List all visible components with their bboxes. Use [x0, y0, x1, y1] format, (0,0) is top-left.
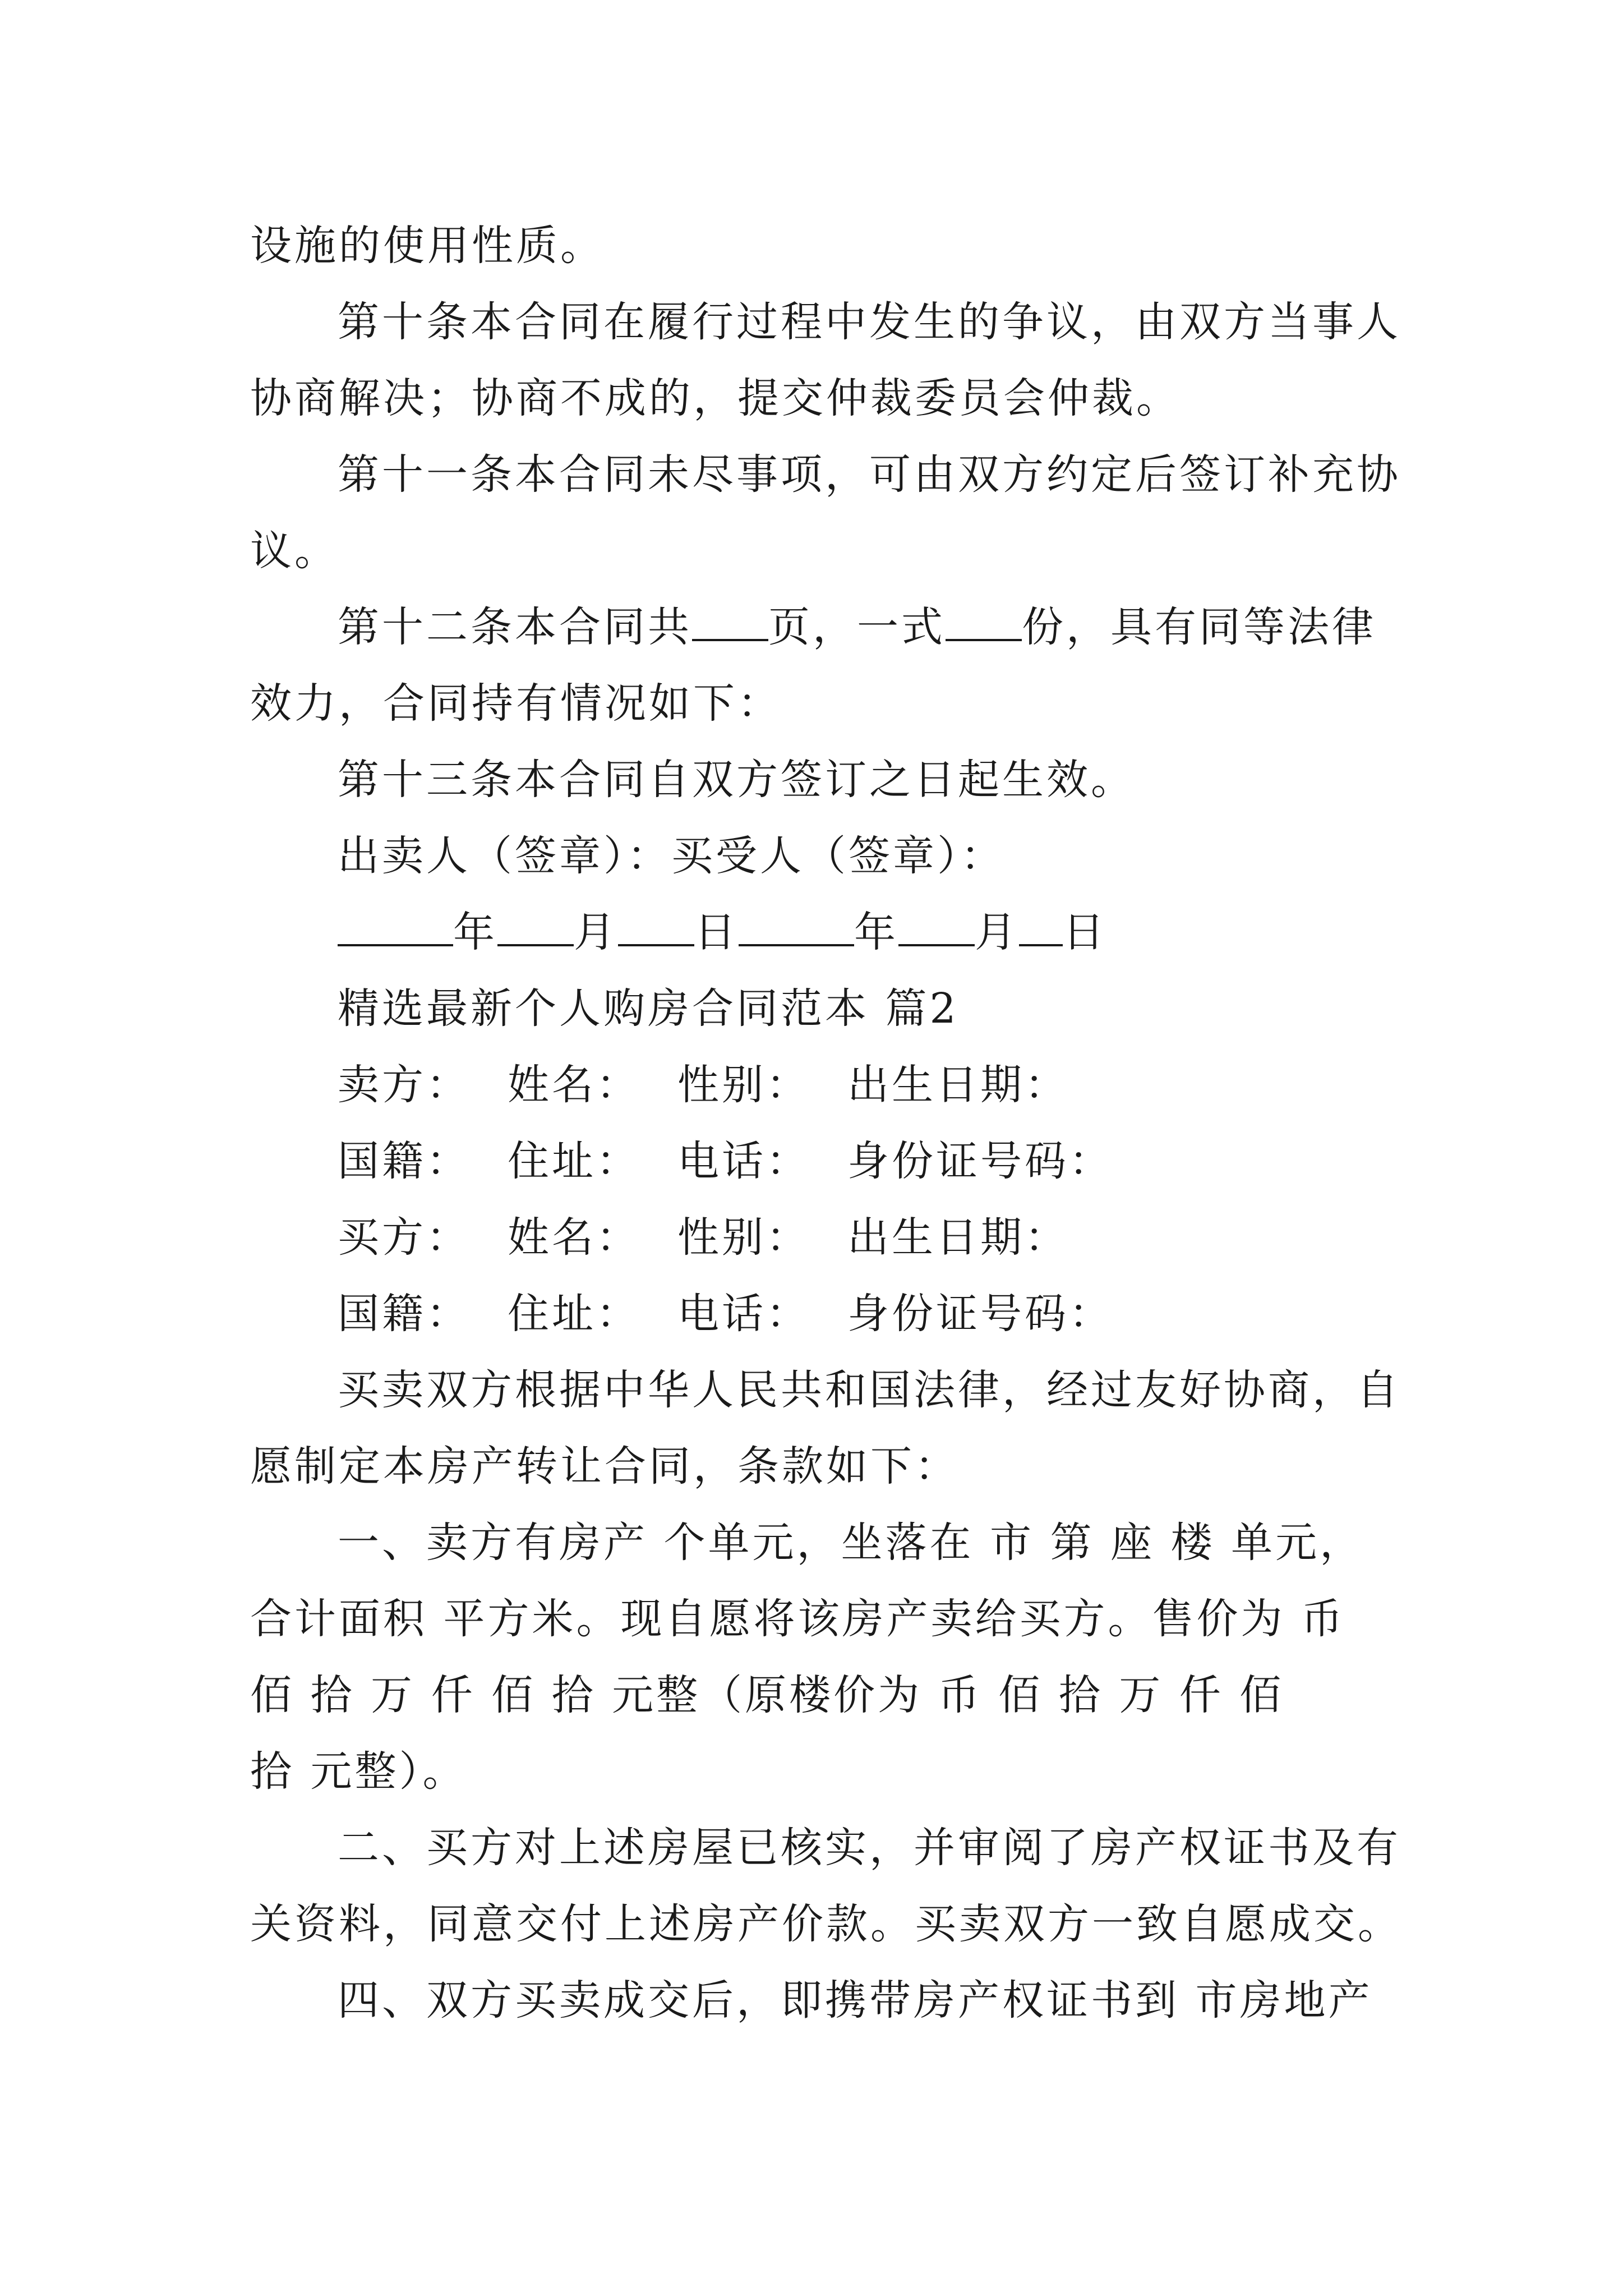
- article-10-line-1: 第十条本合同在履行过程中发生的争议，由双方当事人: [338, 298, 1401, 346]
- seller-month-blank: [497, 909, 574, 946]
- buyer-year-blank: [739, 909, 854, 946]
- buyer-info-line-2: [250, 1276, 1405, 1352]
- day-label: 日: [1063, 908, 1107, 956]
- article-10-line-2: 协商解决；协商不成的，提交仲裁委员会仲裁。: [250, 374, 1181, 422]
- seller-role: 卖方：: [338, 1061, 471, 1109]
- seller-info-line-2: [250, 1123, 1405, 1199]
- seller-gender-label: 性别：: [677, 1061, 810, 1109]
- month-label: 月: [975, 908, 1019, 956]
- buyer-nationality-label: 国籍：: [338, 1290, 471, 1338]
- text-line: 设施的使用性质。: [250, 222, 605, 270]
- article-12-part-3: 份，具有同等法律: [1022, 603, 1376, 651]
- seller-day-blank: [618, 909, 694, 946]
- buyer-gender-label: 性别：: [677, 1213, 810, 1262]
- clause-2-line-1: 二、买方对上述房屋已核实，并审阅了房产权证书及有: [338, 1824, 1401, 1872]
- year-label: 年: [453, 908, 497, 956]
- preamble-line-2: 愿制定本房产转让合同，条款如下：: [250, 1442, 959, 1490]
- seller-birth-label: 出生日期：: [847, 1061, 1069, 1109]
- article-12-line-2: 效力，合同持有情况如下：: [250, 679, 782, 728]
- article-12-part-1: 第十二条本合同共: [338, 603, 692, 651]
- article-12-line-1: [250, 589, 1405, 665]
- clause-1-line-4: 拾 元整）。: [250, 1747, 467, 1796]
- year-label: 年: [854, 908, 898, 956]
- month-label: 月: [574, 908, 618, 956]
- day-label: 日: [694, 908, 739, 956]
- pages-blank: [692, 604, 768, 641]
- seller-name-label: 姓名：: [508, 1061, 640, 1109]
- buyer-phone-label: 电话：: [677, 1290, 810, 1338]
- date-line: [250, 894, 1405, 970]
- document-body: [250, 208, 1405, 2039]
- seller-phone-label: 电话：: [677, 1137, 810, 1185]
- buyer-role: 买方：: [338, 1213, 471, 1262]
- buyer-name-label: 姓名：: [508, 1213, 640, 1262]
- buyer-day-blank: [1019, 909, 1063, 946]
- article-13-line: 第十三条本合同自双方签订之日起生效。: [338, 756, 1135, 804]
- seller-id-label: 身份证号码：: [847, 1137, 1113, 1185]
- seller-nationality-label: 国籍：: [338, 1137, 471, 1185]
- clause-1-line-2: 合计面积 平方米。现自愿将该房产卖给买方。售价为 币: [250, 1595, 1346, 1643]
- buyer-address-label: 住址：: [508, 1290, 640, 1338]
- buyer-id-label: 身份证号码：: [847, 1290, 1113, 1338]
- copies-blank: [946, 604, 1022, 641]
- buyer-info-line-1: [250, 1199, 1405, 1276]
- clause-1-line-1: 一、卖方有房产 个单元，坐落在 市 第 座 楼 单元，: [338, 1519, 1364, 1567]
- preamble-line-1: 买卖双方根据中华人民共和国法律，经过友好协商，自: [338, 1366, 1401, 1414]
- clause-2-line-2: 关资料，同意交付上述房产价款。买卖双方一致自愿成交。: [250, 1900, 1402, 1948]
- clause-4-line-1: 四、双方买卖成交后，即携带房产权证书到 市房地产: [338, 1976, 1373, 2024]
- buyer-birth-label: 出生日期：: [847, 1213, 1069, 1262]
- seller-year-blank: [338, 909, 453, 946]
- signature-line: 出卖人（签章）：买受人（签章）：: [338, 832, 1005, 880]
- clause-1-line-3: 佰 拾 万 仟 佰 拾 元整（原楼价为 币 佰 拾 万 仟 佰: [250, 1671, 1284, 1719]
- article-11-line-2: 议。: [250, 527, 339, 575]
- article-12-part-2: 页，一式: [768, 603, 946, 651]
- section-heading: 精选最新个人购房合同范本 篇2: [338, 984, 959, 1033]
- buyer-month-blank: [898, 909, 975, 946]
- seller-address-label: 住址：: [508, 1137, 640, 1185]
- seller-info-line-1: [250, 1047, 1405, 1123]
- article-11-line-1: 第十一条本合同未尽事项，可由双方约定后签订补充协: [338, 450, 1401, 499]
